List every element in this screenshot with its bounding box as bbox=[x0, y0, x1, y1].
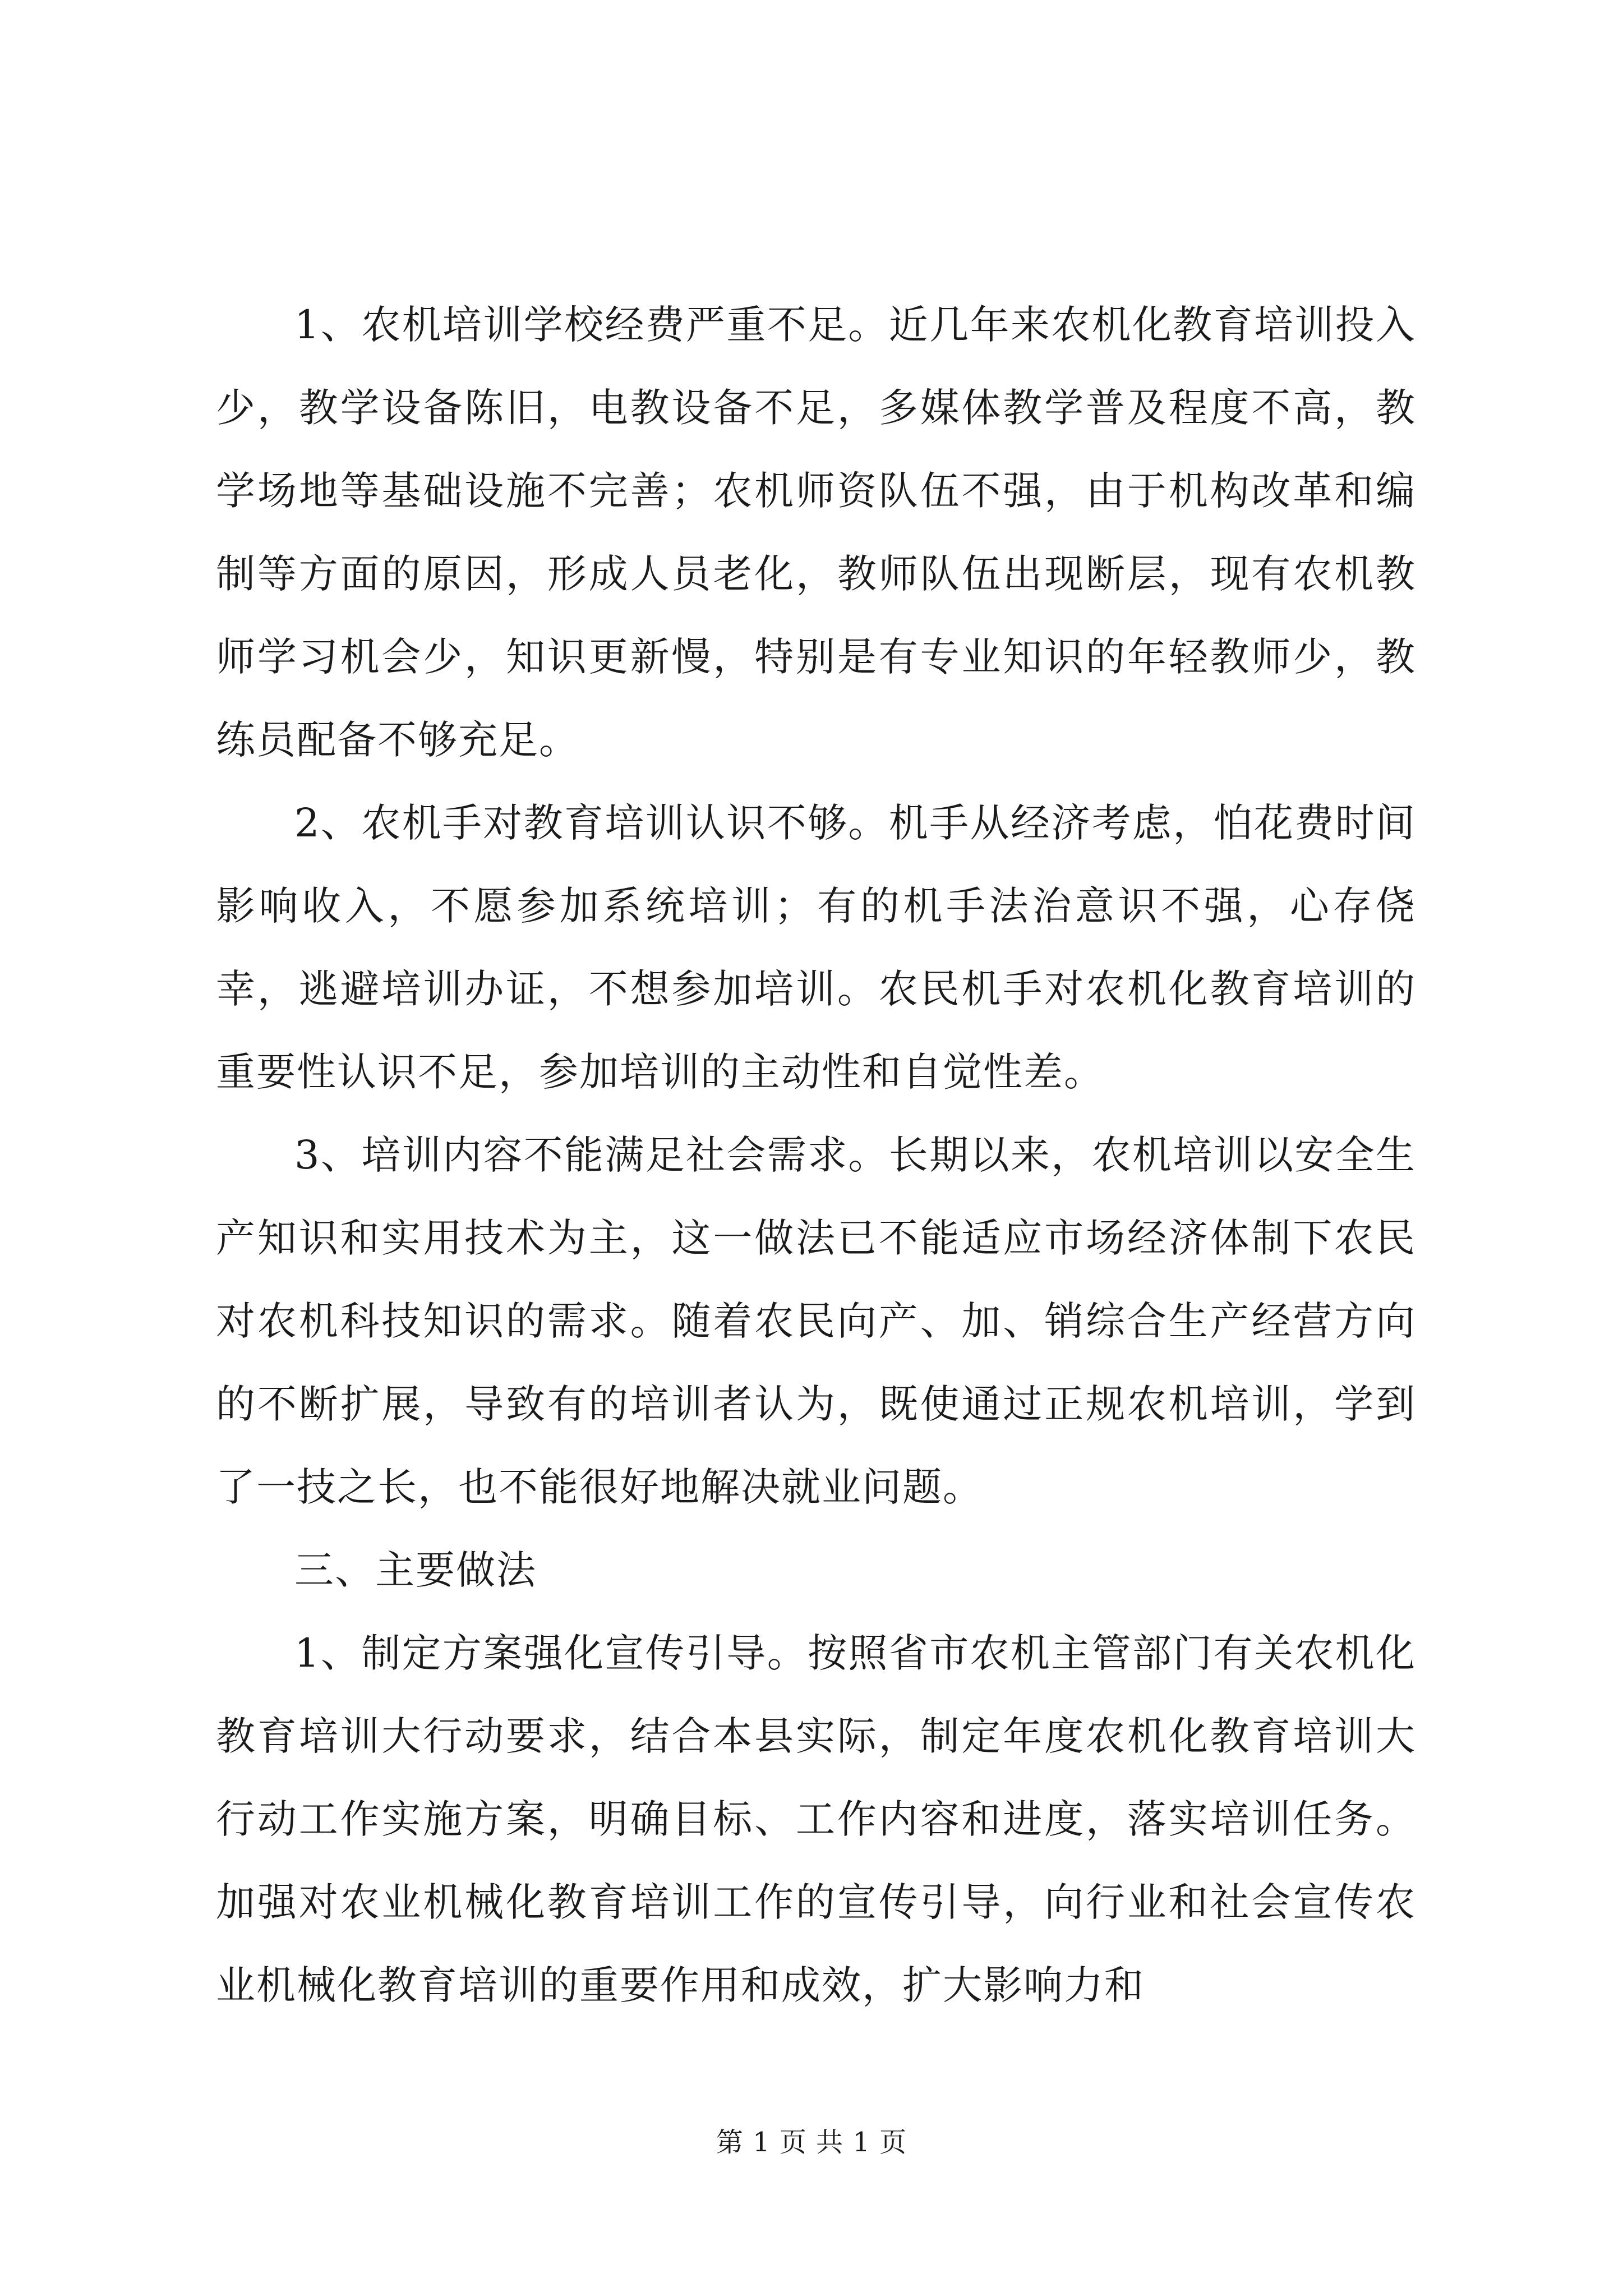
paragraph-training-content: 3、培训内容不能满足社会需求。长期以来，农机培训以安全生产知识和实用技术为主，这一做法已不能适应市场经济体制下农民对农机科技知识的需求。随着农民向产、加、销综合生产经营方向的不断扩展，导致有的培训者认为，既使通过正规农机培训，学到了一技之长，也不能很好地解决就业问题。 bbox=[216, 1132, 1416, 1510]
page-number-footer: 第 1 页 共 1 页 bbox=[716, 2127, 907, 2158]
paragraph-funding-shortage: 1、农机培训学校经费严重不足。近几年来农机化教育培训投入少，教学设备陈旧，电教设备不足，多媒体教学普及程度不高，教学场地等基础设施不完善；农机师资队伍不强，由于机构改革和编制等方面的原因，形成人员老化，教师队伍出现断层，现有农机教师学习机会少，知识更新慢，特别是有专业知识的年轻教师少，教练员配备不够充足。 bbox=[216, 302, 1416, 763]
paragraph-plan-and-publicity: 1、制定方案强化宣传引导。按照省市农机主管部门有关农机化教育培训大行动要求，结合本县实际，制定年度农机化教育培训大行动工作实施方案，明确目标、工作内容和进度，落实培训任务。加强对农业机械化教育培训工作的宣传引导，向行业和社会宣传农业机械化教育培训的重要作用和成效，扩大影响力和 bbox=[216, 1630, 1416, 2008]
paragraph-operator-awareness: 2、农机手对教育培训认识不够。机手从经济考虑，怕花费时间影响收入，不愿参加系统培训；有的机手法治意识不强，心存侥幸，逃避培训办证，不想参加培训。农民机手对农机化教育培训的重要性认识不足，参加培训的主动性和自觉性差。 bbox=[216, 800, 1416, 1095]
document-body bbox=[216, 283, 1416, 2027]
section-heading-main-practices: 三、主要做法 bbox=[294, 1547, 537, 1593]
